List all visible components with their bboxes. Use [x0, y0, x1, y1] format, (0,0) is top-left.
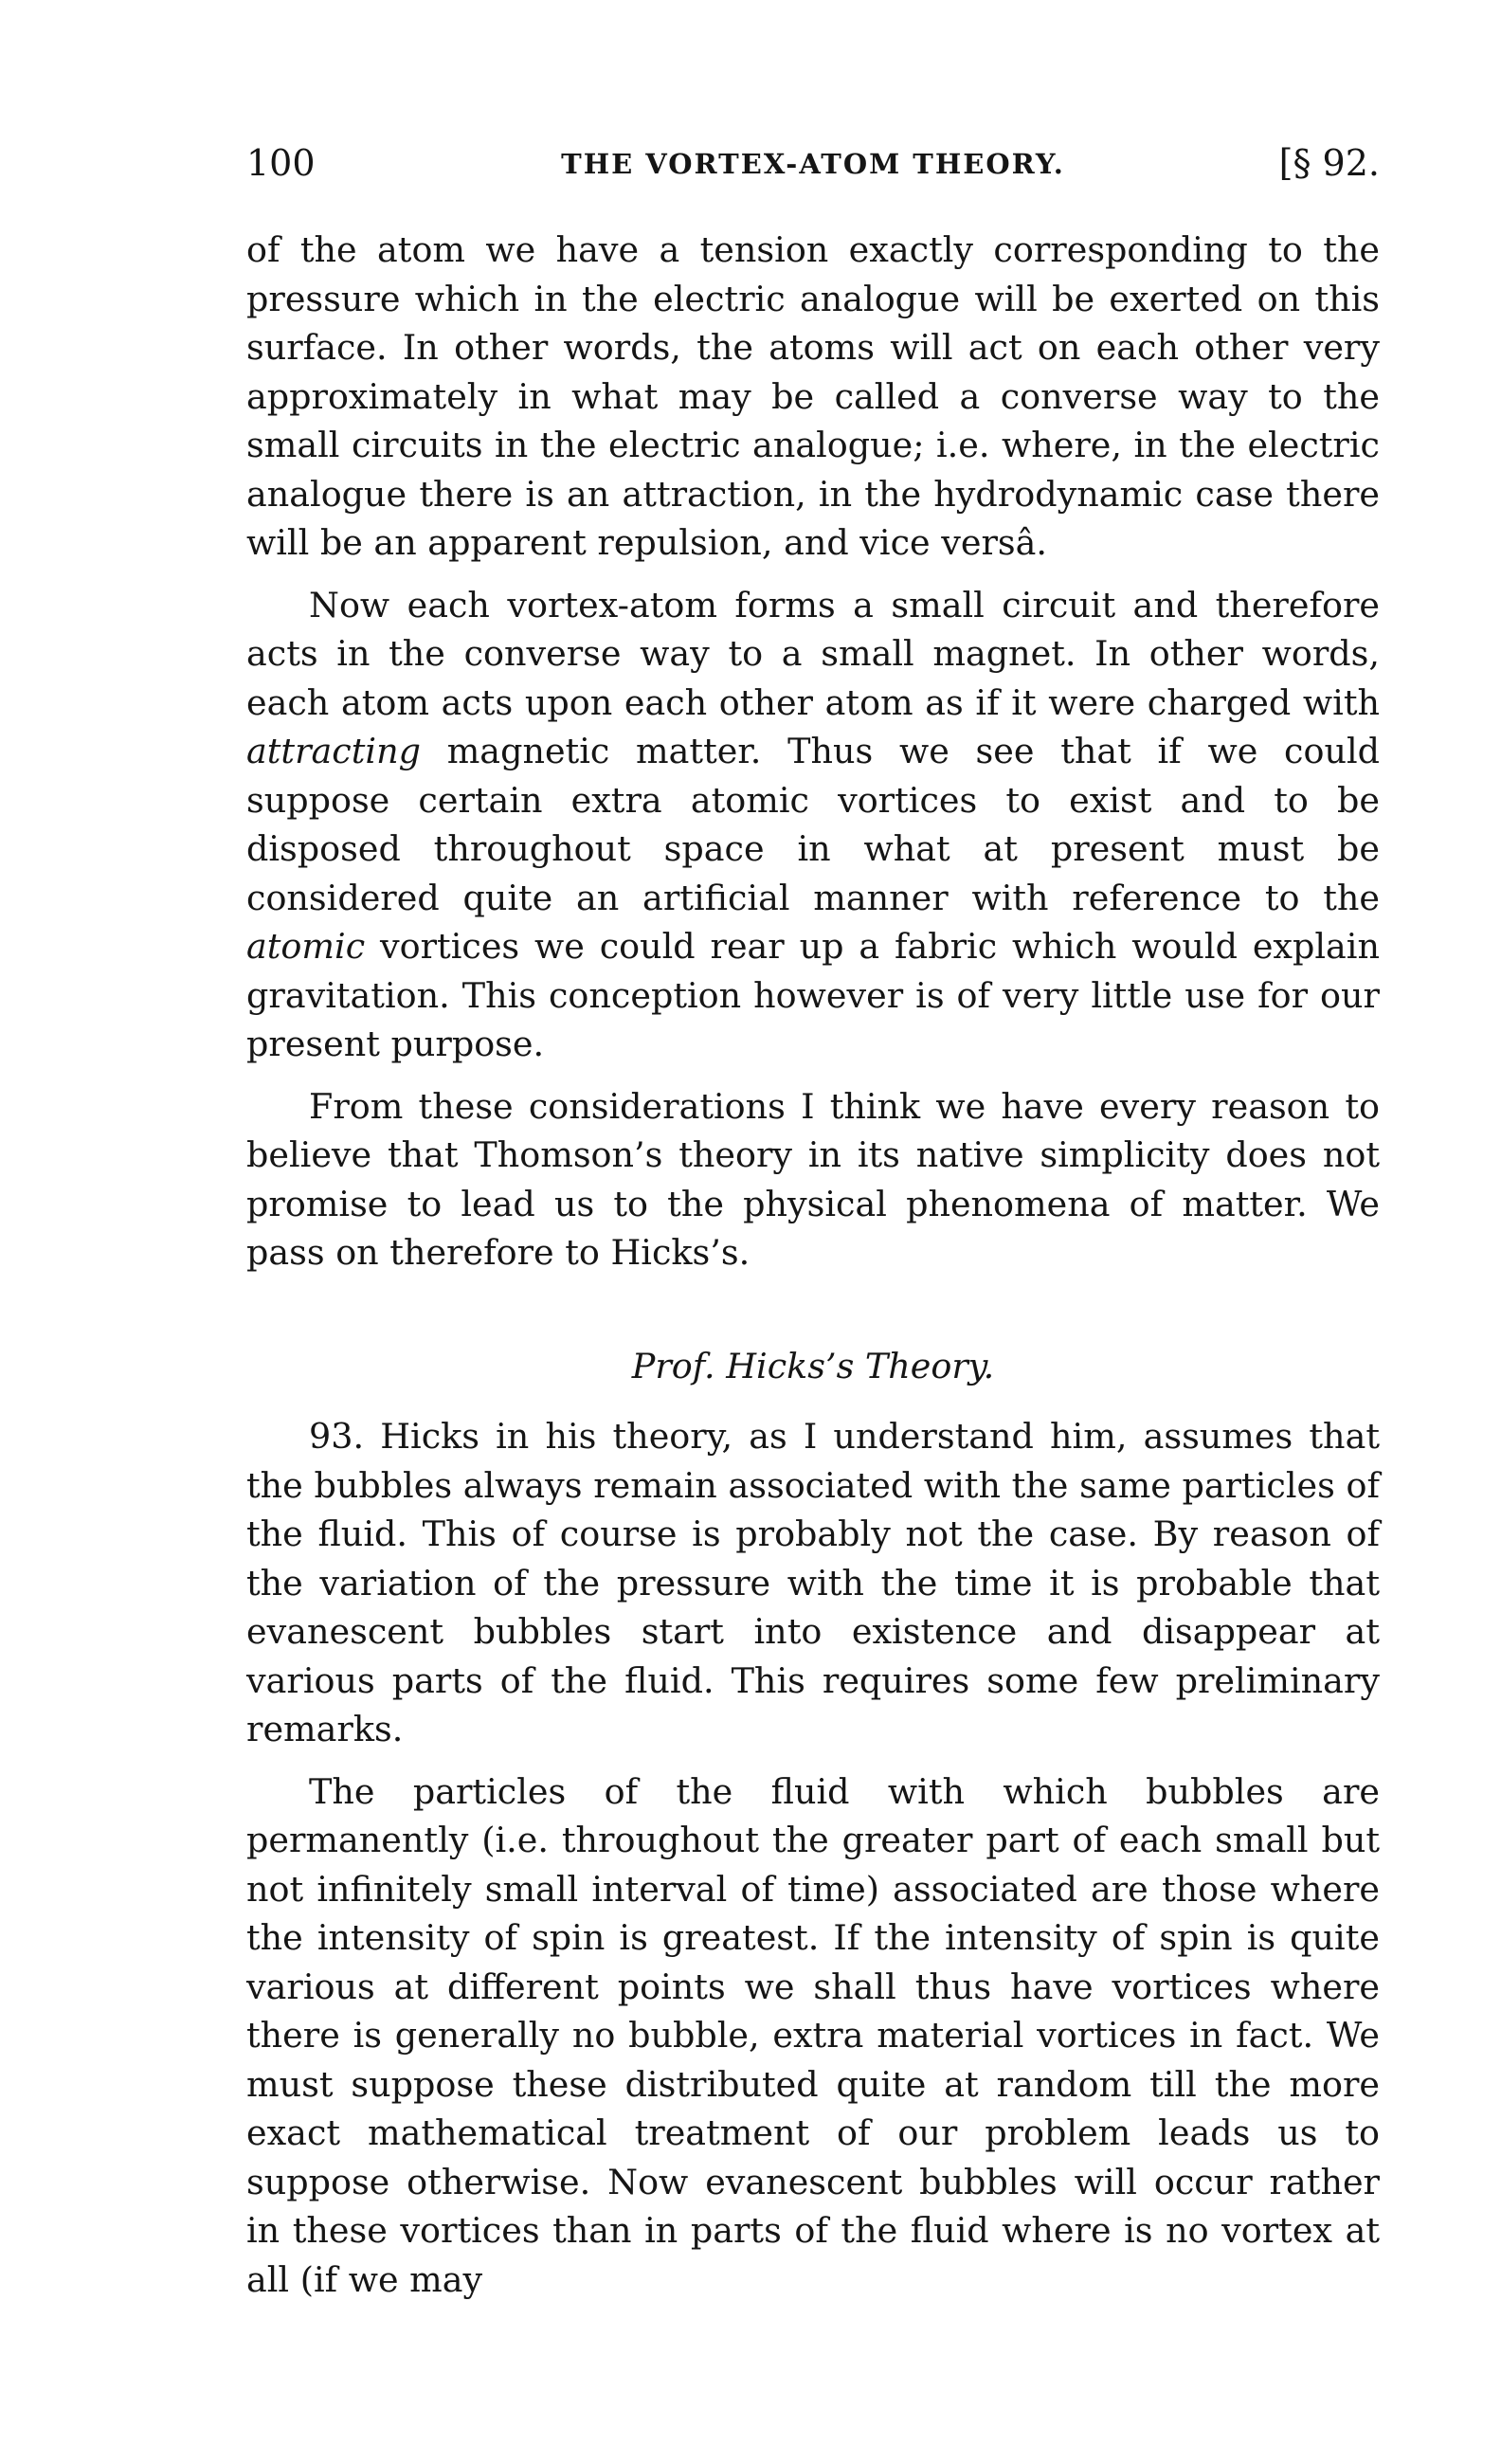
- paragraph-section-93: 93. Hicks in his theory, as I understand him, assumes that the bubbles always remain associated with the same particles of the fluid. This of course is probably not the case. By reason of the variation of the pressure with the time it is probable that evanescent bubbles start into existence and disappear at various parts of the fluid. This requires some few preliminary remarks.: [246, 1416, 1380, 1749]
- text-block-upper: [246, 226, 1380, 1277]
- paragraph-text: Now each vortex-atom forms a small circuit and therefore acts in the converse way to a small magnet. In other words, each atom acts upon each other atom as if it were charged with: [246, 584, 1380, 723]
- paragraph-text: vortices we could rear up a fabric which would explain gravitation. This conception however is of very little use for our present purpose.: [246, 926, 1380, 1064]
- paragraph-particles-bubbles: The particles of the fluid with which bubbles are permanently (i.e. throughout the greater part of each small but not infinitely small interval of time) associated are those where the intensity of spin is greatest. If the intensity of spin is quite various at different points we shall thus have vortices where there is generally no bubble, extra material vortices in fact. We must suppose these distributed quite at random till the more exact mathematical treatment of our problem leads us to suppose otherwise. Now evanescent bubbles will occur rather in these vortices than in parts of the fluid where is no vortex at all (if we may: [246, 1770, 1380, 2300]
- section-heading: Prof. Hicks’s Theory.: [631, 1346, 995, 1386]
- paragraph-vortex-atom-circuit: [246, 581, 1380, 1069]
- emphasis-atomic: atomic: [246, 926, 366, 967]
- emphasis-attracting: attracting: [246, 731, 421, 771]
- page-header: [246, 142, 1380, 199]
- section-reference: [§ 92.: [1278, 142, 1380, 184]
- paragraph-continuation: of the atom we have a tension exactly corresponding to the pressure which in the electric analogue will be exerted on this surface. In other words, the atoms will act on each other very approximately in what may be called a converse way to the small circuits in the electric analogue; i.e. where, in the electric analogue there is an attraction, in the hydrodynamic case there will be an apparent repulsion, and vice versâ.: [246, 229, 1380, 563]
- text-block-lower: [246, 1412, 1380, 2304]
- paragraph-text: magnetic matter. Thus we see that if we could suppose certain extra atomic vortices to exist and to be disposed throughout space in what at present must be considered quite an artificial manner with reference to the: [246, 731, 1380, 918]
- page-number: 100: [246, 142, 316, 184]
- paragraph-conclusion-thomson: From these considerations I think we have every reason to believe that Thomson’s theory in its native simplicity does not promise to lead us to the physical phenomena of matter. We pass on therefore to Hicks’s.: [246, 1085, 1380, 1273]
- running-title: THE VORTEX-ATOM THEORY.: [561, 148, 1065, 180]
